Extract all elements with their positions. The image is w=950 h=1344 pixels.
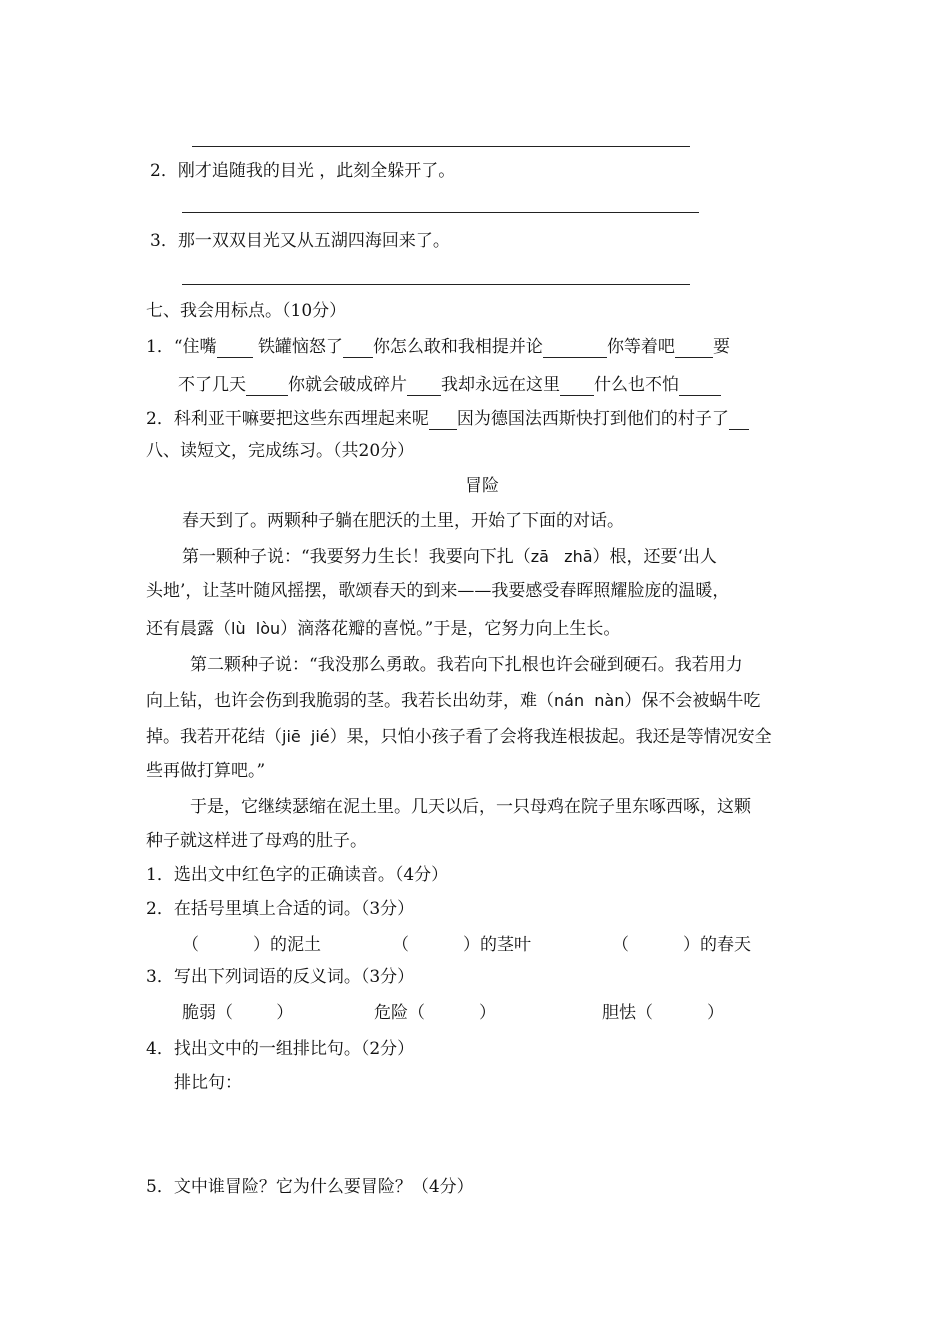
segment: 你等着吧 (606, 337, 675, 357)
segment: ）滴落花瓣的喜悦。”于是，它努力向上生长。 (280, 619, 621, 639)
punctuation-q1-line1 (146, 336, 730, 358)
item-number: 2． (150, 161, 178, 181)
passage-para-2-line-3 (146, 618, 620, 640)
segment: 铁罐恼怒了 (257, 337, 343, 357)
punctuation-q2 (146, 408, 749, 430)
segment: 科利亚干嘛要把这些东西埋起来呢 (173, 409, 429, 429)
question-2: 2．在括号里填上合适的词。（3分） (146, 899, 415, 919)
item-6-3 (150, 230, 450, 252)
segment: 因为德国法西斯快打到他们的村子了 (456, 409, 729, 429)
pinyin-options: zā zhā (530, 547, 593, 566)
blank[interactable] (729, 412, 749, 430)
passage-para-2-line-1 (182, 546, 717, 568)
section-8-heading: 八、读短文，完成练习。（共20分） (146, 441, 415, 461)
item-text: 刚才追随我的目光 ，此刻全躲开了。 (177, 161, 456, 181)
segment: 我却永远在这里 (441, 375, 560, 395)
blank[interactable] (675, 340, 713, 358)
item-number: 3． (150, 231, 178, 251)
q3-blank-b[interactable]: 危险（ ） (374, 1003, 497, 1023)
segment: “住嘴 (173, 337, 217, 357)
segment: 第一颗种子说：“我要努力生长！我要向下扎（ (182, 547, 531, 567)
blank[interactable] (343, 340, 373, 358)
question-5: 5．文中谁冒险？它为什么要冒险？（4分） (146, 1177, 474, 1197)
answer-line-3[interactable] (182, 284, 690, 285)
segment: 你怎么敢和我相提并论 (372, 337, 543, 357)
segment: ）果，只怕小孩子看了会将我连根拔起。我还是等情况安全 (329, 727, 772, 747)
q4-answer-label: 排比句： (174, 1073, 242, 1093)
q2-blank-c[interactable]: （ ）的春天 (612, 935, 752, 955)
passage-para-4-line-2: 种子就这样进了母鸡的肚子。 (146, 831, 367, 851)
pinyin-options: nán nàn (554, 691, 625, 710)
segment: 什么也不怕 (594, 375, 679, 395)
q3-blank-c[interactable]: 胆怯（ ） (602, 1003, 725, 1023)
blank[interactable] (679, 378, 721, 396)
question-3: 3．写出下列词语的反义词。（3分） (146, 967, 415, 987)
passage-para-4-line-1: 于是，它继续瑟缩在泥土里。几天以后，一只母鸡在院子里东啄西啄，这颗 (190, 797, 751, 817)
answer-line-1[interactable] (192, 146, 690, 147)
blank[interactable] (429, 412, 457, 430)
punctuation-q1-line2 (178, 374, 721, 396)
blank[interactable] (217, 340, 253, 358)
pinyin-options: jiē jié (282, 727, 330, 746)
item-number: 2． (146, 409, 174, 429)
question-1: 1．选出文中红色字的正确读音。（4分） (146, 865, 449, 885)
segment: 你就会破成碎片 (288, 375, 407, 395)
segment: 不了几天 (178, 375, 246, 395)
segment: 掉。我若开花结（ (146, 727, 282, 747)
segment: 要 (712, 337, 730, 357)
segment: 还有晨露（ (146, 619, 231, 639)
segment: ）保不会被蜗牛吃 (624, 691, 761, 711)
item-text: 那一双双目光又从五湖四海回来了。 (177, 231, 450, 251)
answer-line-2[interactable] (182, 212, 699, 213)
passage-para-1: 春天到了。两颗种子躺在肥沃的土里，开始了下面的对话。 (182, 511, 624, 531)
item-6-2 (150, 160, 455, 182)
q2-blank-a[interactable]: （ ）的泥土 (182, 935, 322, 955)
passage-para-3-line-4: 些再做打算吧。” (146, 761, 266, 781)
item-number: 1． (146, 337, 174, 357)
blank[interactable] (407, 378, 441, 396)
section-7-heading: 七、我会用标点。（10分） (146, 301, 347, 321)
q2-blank-b[interactable]: （ ）的茎叶 (392, 935, 532, 955)
blank[interactable] (560, 378, 594, 396)
passage-para-3-line-3 (146, 726, 772, 748)
segment: ）根，还要‘出人 (592, 547, 717, 567)
blank[interactable] (543, 340, 607, 358)
q3-blank-a[interactable]: 脆弱（ ） (182, 1003, 294, 1023)
passage-para-3-line-1: 第二颗种子说：“我没那么勇敢。我若向下扎根也许会碰到硬石。我若用力 (190, 655, 743, 675)
passage-title: 冒险 (465, 476, 499, 496)
question-4: 4．找出文中的一组排比句。（2分） (146, 1039, 415, 1059)
pinyin-options: lù lòu (231, 619, 281, 638)
passage-para-3-line-2 (146, 690, 760, 712)
blank[interactable] (246, 378, 288, 396)
segment: 向上钻，也许会伤到我脆弱的茎。我若长出幼芽，难（ (146, 691, 554, 711)
passage-para-2-line-2: 头地’，让茎叶随风摇摆，歌颂春天的到来——我要感受春晖照耀脸庞的温暖， (146, 581, 730, 601)
